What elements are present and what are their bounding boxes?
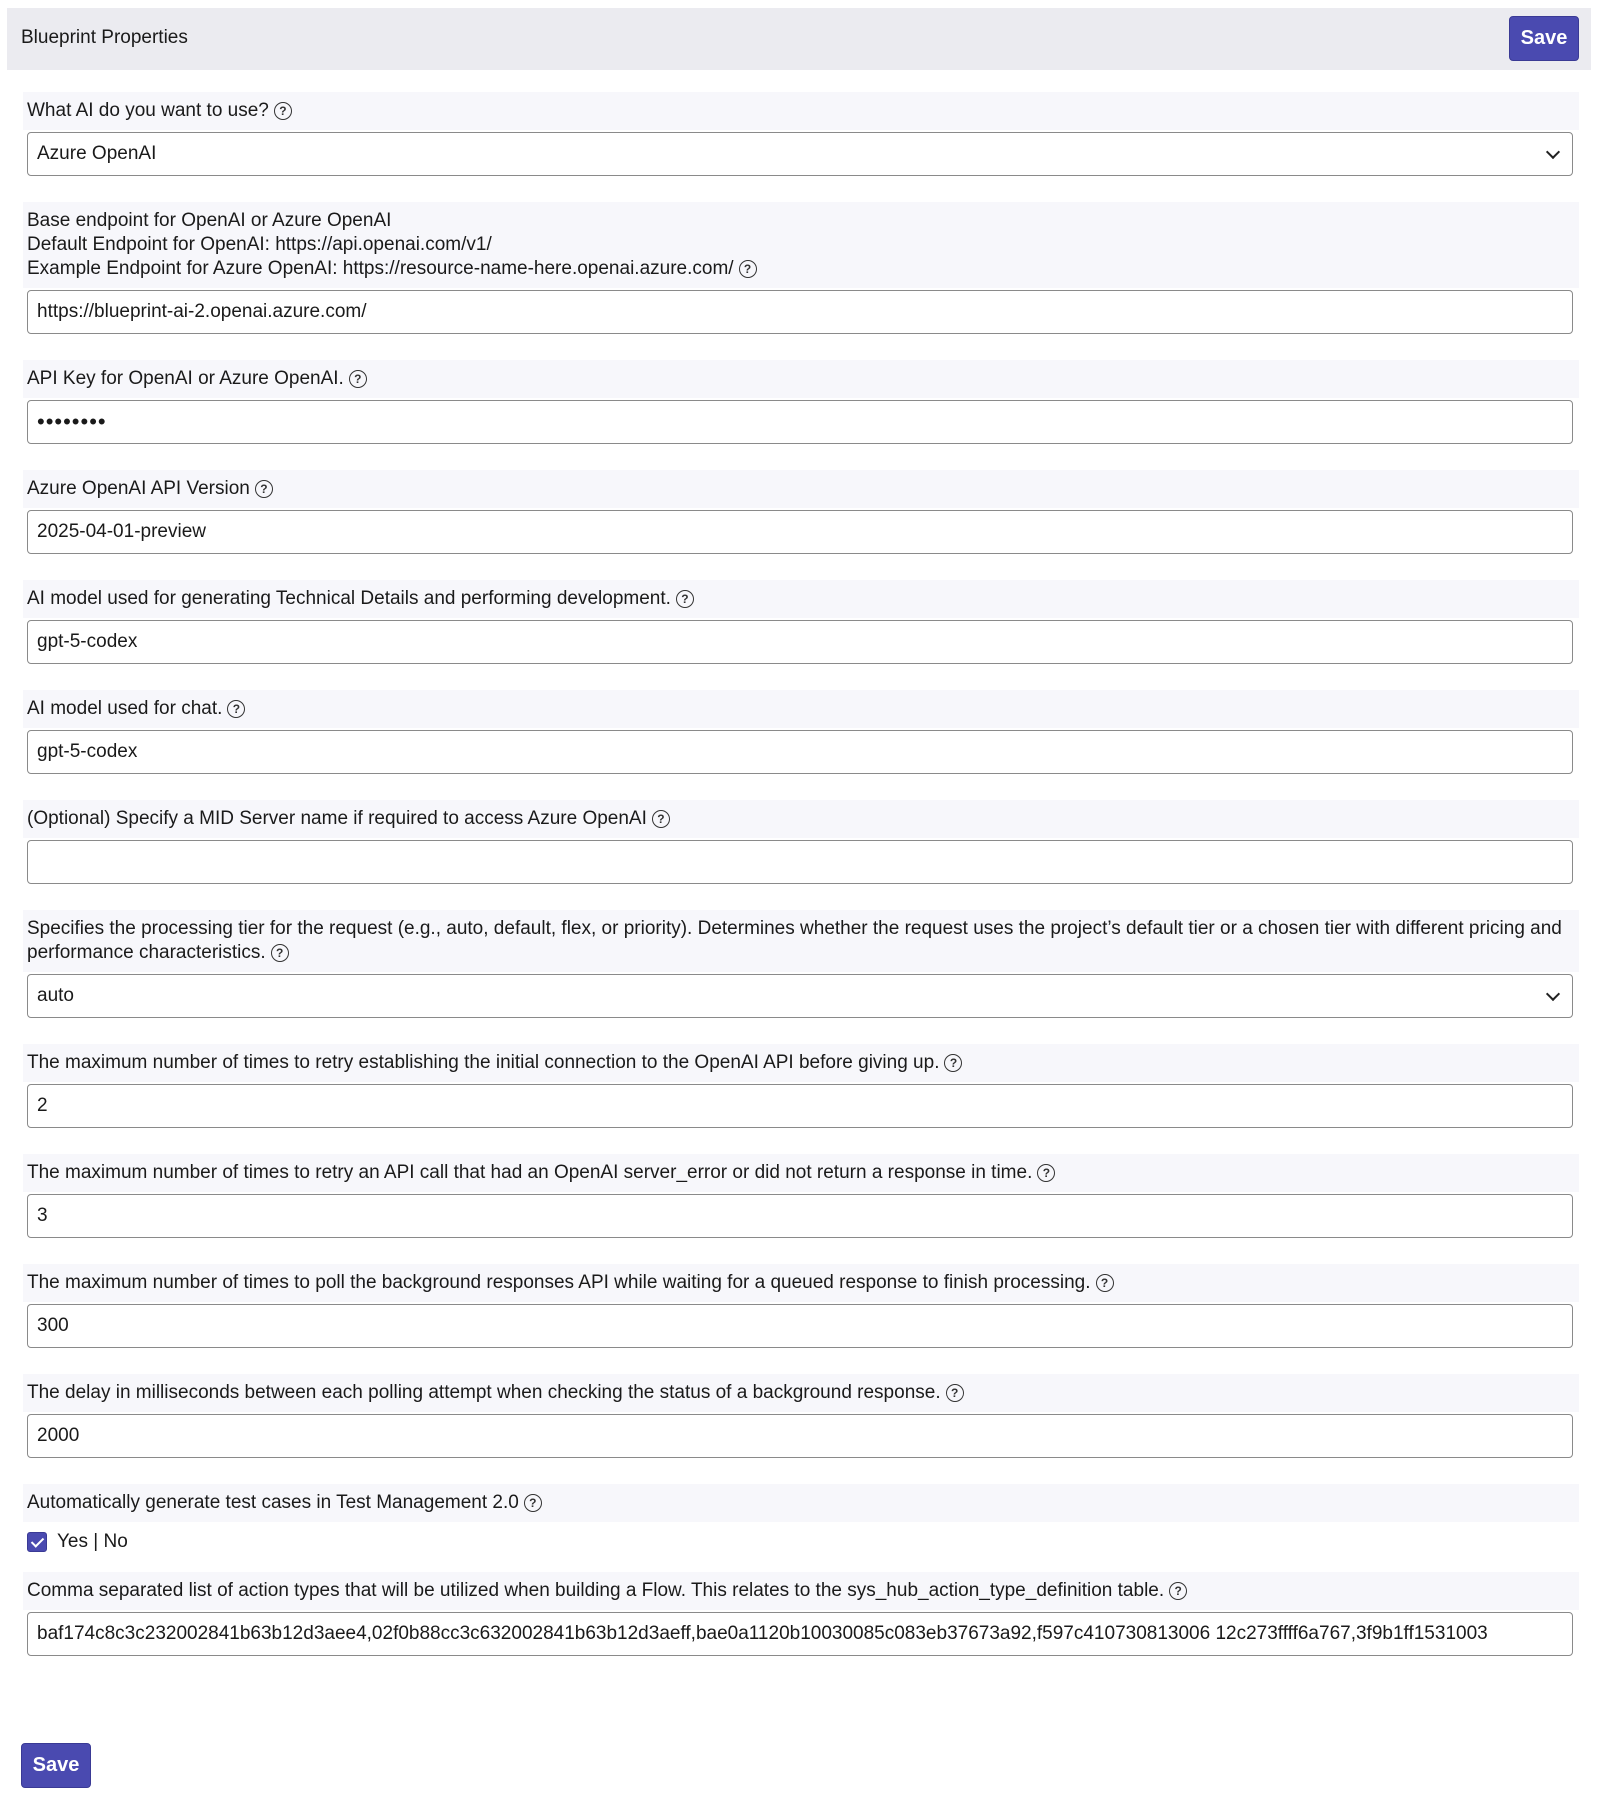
select-value: Azure OpenAI <box>37 143 157 164</box>
label-text: The delay in milliseconds between each polling attempt when checking the status of a background response. <box>27 1382 941 1403</box>
save-button-bottom[interactable]: Save <box>21 1743 91 1788</box>
field-label <box>23 360 1579 398</box>
field-poll-max <box>23 1264 1579 1348</box>
field-label <box>23 580 1579 618</box>
field-label <box>23 1044 1579 1082</box>
label-text: Base endpoint for OpenAI or Azure OpenAI <box>27 210 392 231</box>
select-value: auto <box>37 985 74 1006</box>
dev-model-input[interactable]: gpt-5-codex <box>27 620 1573 664</box>
field-label <box>23 1264 1579 1302</box>
ai-provider-select[interactable] <box>27 132 1573 176</box>
help-icon[interactable]: ? <box>524 1494 542 1512</box>
help-icon[interactable]: ? <box>944 1054 962 1072</box>
field-label <box>23 1572 1579 1610</box>
field-connect-retries <box>23 1044 1579 1128</box>
api-key-input[interactable]: •••••••• <box>27 400 1573 444</box>
auto-tests-toggle[interactable] <box>27 1530 1579 1554</box>
checkbox[interactable] <box>27 1532 47 1552</box>
label-text: The maximum number of times to poll the background responses API while waiting for a queued response to finish processing. <box>27 1272 1091 1293</box>
field-poll-delay <box>23 1374 1579 1458</box>
field-label <box>23 800 1579 838</box>
field-label <box>23 470 1579 508</box>
chevron-down-icon <box>1546 145 1560 159</box>
api-version-input[interactable]: 2025-04-01-preview <box>27 510 1573 554</box>
field-action-types <box>23 1572 1579 1656</box>
properties-form <box>23 92 1579 1682</box>
poll-max-input[interactable]: 300 <box>27 1304 1573 1348</box>
label-text: AI model used for chat. <box>27 698 223 719</box>
help-icon[interactable]: ? <box>946 1384 964 1402</box>
field-auto-tests <box>23 1484 1579 1554</box>
help-icon[interactable]: ? <box>227 700 245 718</box>
action-types-input[interactable]: baf174c8c3c232002841b63b12d3aee4,02f0b88cc3c632002841b63b12d3aeff,bae0a1120b10030085c083eb37673a92,f597c410730813006 12c273ffff6a767,3f9b1ff1531003 <box>27 1612 1573 1656</box>
field-mid-server <box>23 800 1579 884</box>
field-api-key <box>23 360 1579 444</box>
field-call-retries <box>23 1154 1579 1238</box>
page-header <box>7 8 1591 70</box>
label-text: The maximum number of times to retry an API call that had an OpenAI server_error or did not return a response in time. <box>27 1162 1033 1183</box>
help-icon[interactable]: ? <box>255 480 273 498</box>
field-base-endpoint <box>23 202 1579 334</box>
label-text: What AI do you want to use? <box>27 100 269 121</box>
label-text: AI model used for generating Technical Details and performing development. <box>27 588 671 609</box>
field-label <box>23 690 1579 728</box>
label-text: Example Endpoint for Azure OpenAI: https://resource-name-here.openai.azure.com/ <box>27 258 734 279</box>
label-text: Automatically generate test cases in Test Management 2.0 <box>27 1492 519 1513</box>
help-icon[interactable]: ? <box>1169 1582 1187 1600</box>
field-label <box>23 910 1579 972</box>
help-icon[interactable]: ? <box>676 590 694 608</box>
field-ai-provider <box>23 92 1579 176</box>
field-processing-tier <box>23 910 1579 1018</box>
field-label <box>23 202 1579 288</box>
checkbox-label: Yes | No <box>57 1531 128 1552</box>
base-endpoint-input[interactable]: https://blueprint-ai-2.openai.azure.com/ <box>27 290 1573 334</box>
label-text: Default Endpoint for OpenAI: https://api.openai.com/v1/ <box>27 234 492 255</box>
help-icon[interactable]: ? <box>1096 1274 1114 1292</box>
label-text: Comma separated list of action types that will be utilized when building a Flow. This relates to the sys_hub_action_type_definition table. <box>27 1580 1165 1601</box>
label-text: (Optional) Specify a MID Server name if required to access Azure OpenAI <box>27 808 647 829</box>
label-text: Azure OpenAI API Version <box>27 478 250 499</box>
connect-retries-input[interactable]: 2 <box>27 1084 1573 1128</box>
label-text: Specifies the processing tier for the request (e.g., auto, default, flex, or priority). Determines whether the request uses the project’s default tier or a chosen tier with different pricing and performance characteristics. <box>27 918 1562 963</box>
help-icon[interactable]: ? <box>652 810 670 828</box>
field-label <box>23 1154 1579 1192</box>
chevron-down-icon <box>1546 987 1560 1001</box>
save-button[interactable]: Save <box>1509 16 1579 61</box>
field-dev-model <box>23 580 1579 664</box>
call-retries-input[interactable]: 3 <box>27 1194 1573 1238</box>
help-icon[interactable]: ? <box>1037 1164 1055 1182</box>
help-icon[interactable]: ? <box>349 370 367 388</box>
help-icon[interactable]: ? <box>271 944 289 962</box>
label-text: API Key for OpenAI or Azure OpenAI. <box>27 368 344 389</box>
field-api-version <box>23 470 1579 554</box>
label-text: The maximum number of times to retry establishing the initial connection to the OpenAI API before giving up. <box>27 1052 940 1073</box>
field-label <box>23 1374 1579 1412</box>
mid-server-input[interactable] <box>27 840 1573 884</box>
processing-tier-select[interactable] <box>27 974 1573 1018</box>
field-label <box>23 1484 1579 1522</box>
poll-delay-input[interactable]: 2000 <box>27 1414 1573 1458</box>
field-label <box>23 92 1579 130</box>
field-chat-model <box>23 690 1579 774</box>
page-title: Blueprint Properties <box>21 27 188 48</box>
help-icon[interactable]: ? <box>739 260 757 278</box>
help-icon[interactable]: ? <box>274 102 292 120</box>
chat-model-input[interactable]: gpt-5-codex <box>27 730 1573 774</box>
